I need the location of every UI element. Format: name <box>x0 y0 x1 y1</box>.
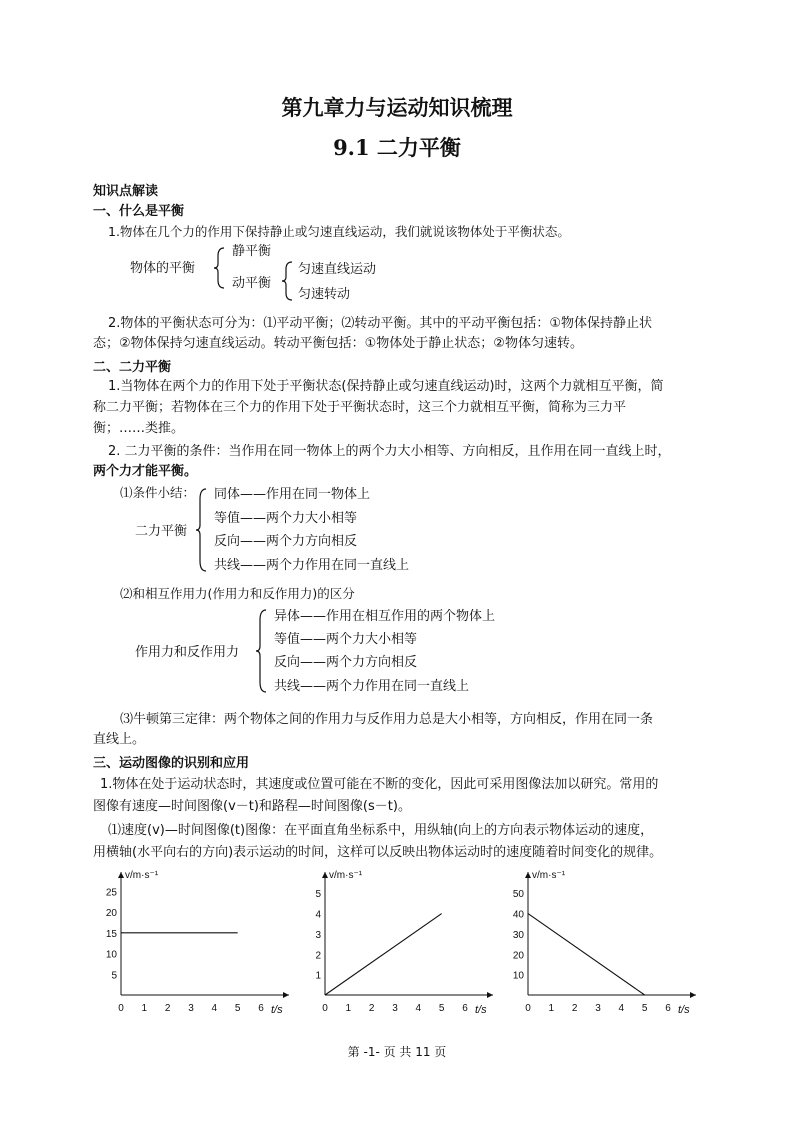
x-tick-label: 4 <box>415 1003 422 1014</box>
s2-tree2-item: 异体——作用在相互作用的两个物体上 <box>274 609 496 624</box>
x-tick-label: 6 <box>258 1003 264 1014</box>
y-tick-label: 2 <box>315 950 321 962</box>
s2-tree1-root: 二力平衡 <box>135 524 188 539</box>
x-axis-label: t/s <box>475 1004 487 1014</box>
y-tick-label: 20 <box>105 908 117 920</box>
vt-chart-increasing <box>300 864 500 1014</box>
s1-p2-line2: 态；②物体保持匀速直线运动。转动平衡包括：①物体处于静止状态；②物体匀速转。 <box>93 336 583 351</box>
s2-tree2-brace <box>254 608 270 694</box>
y-tick-label: 10 <box>512 970 524 982</box>
s1-p2-line1: 2.物体的平衡状态可分为：⑴平动平衡；⑵转动平衡。其中的平动平衡包括：①物体保持静止状 <box>108 316 653 331</box>
s2-tree1-item: 反向——两个力方向相反 <box>214 534 358 549</box>
s2-tree2-item: 共线——两个力作用在同一直线上 <box>274 679 470 694</box>
s2-tree1-brace <box>194 487 210 573</box>
y-axis-label: v/m·s⁻¹ <box>532 870 566 881</box>
s2-p1-line1: 1.当物体在两个力的作用下处于平衡状态(保持静止或匀速直线运动)时，这两个力就相互平衡，简 <box>108 379 664 394</box>
section-heading: 知识点解读 <box>93 184 159 199</box>
series-line <box>325 914 442 995</box>
s2-heading: 二、二力平衡 <box>93 360 172 375</box>
s1-tree-root: 物体的平衡 <box>130 261 196 276</box>
s1-p1: 1.物体在几个力的作用下保持静止或匀速直线运动，我们就说该物体处于平衡状态。 <box>108 224 570 239</box>
x-tick-label: 0 <box>118 1003 124 1014</box>
y-axis-arrow <box>118 872 124 878</box>
x-tick-label: 5 <box>234 1003 241 1014</box>
s2-tree2-item: 反向——两个力方向相反 <box>274 655 418 670</box>
x-tick-label: 2 <box>368 1003 375 1014</box>
x-tick-label: 5 <box>438 1003 445 1014</box>
s3-heading: 三、运动图像的识别和应用 <box>93 756 250 771</box>
s2-tree1-item: 同体——作用在同一物体上 <box>214 487 371 502</box>
y-tick-label: 25 <box>105 887 117 899</box>
x-tick-label: 1 <box>345 1003 352 1014</box>
s1-heading: 一、什么是平衡 <box>93 204 185 219</box>
x-tick-label: 2 <box>164 1003 171 1014</box>
s3-p2-line1: ⑴速度(v)—时间图像(t)图像：在平面直角坐标系中，用纵轴(向上的方向表示物体运动的速度， <box>108 823 654 838</box>
s2-sub1: ⑴条件小结： <box>120 485 196 500</box>
x-tick-label: 3 <box>188 1003 194 1014</box>
y-tick-label: 3 <box>315 929 321 941</box>
s3-p1-line2: 图像有速度—时间图像(v－t)和路程—时间图像(s－t)。 <box>93 799 411 814</box>
y-tick-label: 50 <box>512 889 524 901</box>
s1-tree-b2a: 匀速直线运动 <box>298 262 377 277</box>
s1-tree-b2: 动平衡 <box>232 276 272 291</box>
y-tick-label: 15 <box>105 928 117 940</box>
y-tick-label: 10 <box>105 949 117 961</box>
series-line <box>528 914 645 995</box>
s2-p1-line2: 称二力平衡；若物体在三个力的作用下处于平衡状态时，这三个力就相互平衡，简称为三力平 <box>93 400 627 415</box>
y-tick-label: 4 <box>315 909 321 921</box>
y-axis-label: v/m·s⁻¹ <box>329 870 363 881</box>
s1-tree-b1: 静平衡 <box>232 244 272 259</box>
page-title: 第九章力与运动知识梳理 <box>281 95 513 120</box>
s2-p1-line3: 衡；……类推。 <box>93 421 185 436</box>
page-subtitle: 9.1 二力平衡 <box>333 135 461 160</box>
x-tick-label: 0 <box>322 1003 328 1014</box>
x-tick-label: 3 <box>392 1003 398 1014</box>
x-tick-label: 6 <box>665 1003 671 1014</box>
y-axis-label: v/m·s⁻¹ <box>125 870 159 881</box>
s2-tree1-item: 共线——两个力作用在同一直线上 <box>214 558 410 573</box>
s3-p1-line1: 1.物体在处于运动状态时，其速度或位置可能在不断的变化，因此可采用图像法加以研究。常用的 <box>100 777 659 792</box>
x-tick-label: 3 <box>595 1003 601 1014</box>
x-axis-label: t/s <box>271 1004 283 1014</box>
s2-tree1-item: 等值——两个力大小相等 <box>214 511 358 526</box>
x-axis-arrow <box>283 992 289 998</box>
page-footer: 第 -1- 页 共 11 页 <box>347 1045 447 1059</box>
x-tick-label: 2 <box>571 1003 578 1014</box>
s2-sub2: ⑵和相互作用力(作用力和反作用力)的区分 <box>120 586 355 601</box>
x-axis-label: t/s <box>678 1004 690 1014</box>
x-tick-label: 4 <box>211 1003 218 1014</box>
vt-chart-decreasing <box>503 864 703 1014</box>
y-tick-label: 40 <box>512 909 524 921</box>
x-tick-label: 0 <box>525 1003 531 1014</box>
s1-tree-sub-brace <box>280 260 296 302</box>
x-tick-label: 1 <box>141 1003 148 1014</box>
x-tick-label: 1 <box>548 1003 555 1014</box>
x-tick-label: 6 <box>462 1003 468 1014</box>
x-tick-label: 4 <box>618 1003 625 1014</box>
x-tick-label: 5 <box>641 1003 648 1014</box>
s1-tree-brace <box>212 246 228 290</box>
s2-tree2-root: 作用力和反作用力 <box>135 645 240 660</box>
s2-p2-line1: 2. 二力平衡的条件：当作用在同一物体上的两个力大小相等、方向相反，且作用在同一直线上时， <box>108 444 671 459</box>
vt-chart-constant <box>96 864 296 1014</box>
s2-p2-line2: 两个力才能平衡。 <box>93 464 198 479</box>
s1-tree-b2b: 匀速转动 <box>298 287 351 302</box>
s3-p2-line2: 用横轴(水平向右的方向)表示运动的时间，这样可以反映出物体运动时的速度随着时间变化的规律。 <box>93 845 663 860</box>
y-tick-label: 30 <box>512 929 524 941</box>
y-axis-arrow <box>525 872 531 878</box>
x-axis-arrow <box>690 992 696 998</box>
y-tick-label: 5 <box>315 889 321 901</box>
x-axis-arrow <box>487 992 493 998</box>
s2-tree2-item: 等值——两个力大小相等 <box>274 632 418 647</box>
y-tick-label: 5 <box>111 970 117 982</box>
s2-p3-line2: 直线上。 <box>93 732 146 747</box>
y-tick-label: 1 <box>315 970 321 982</box>
y-axis-arrow <box>322 872 328 878</box>
s2-p3-line1: ⑶牛顿第三定律：两个物体之间的作用力与反作用力总是大小相等，方向相反，作用在同一条 <box>120 712 654 727</box>
y-tick-label: 20 <box>512 950 524 962</box>
